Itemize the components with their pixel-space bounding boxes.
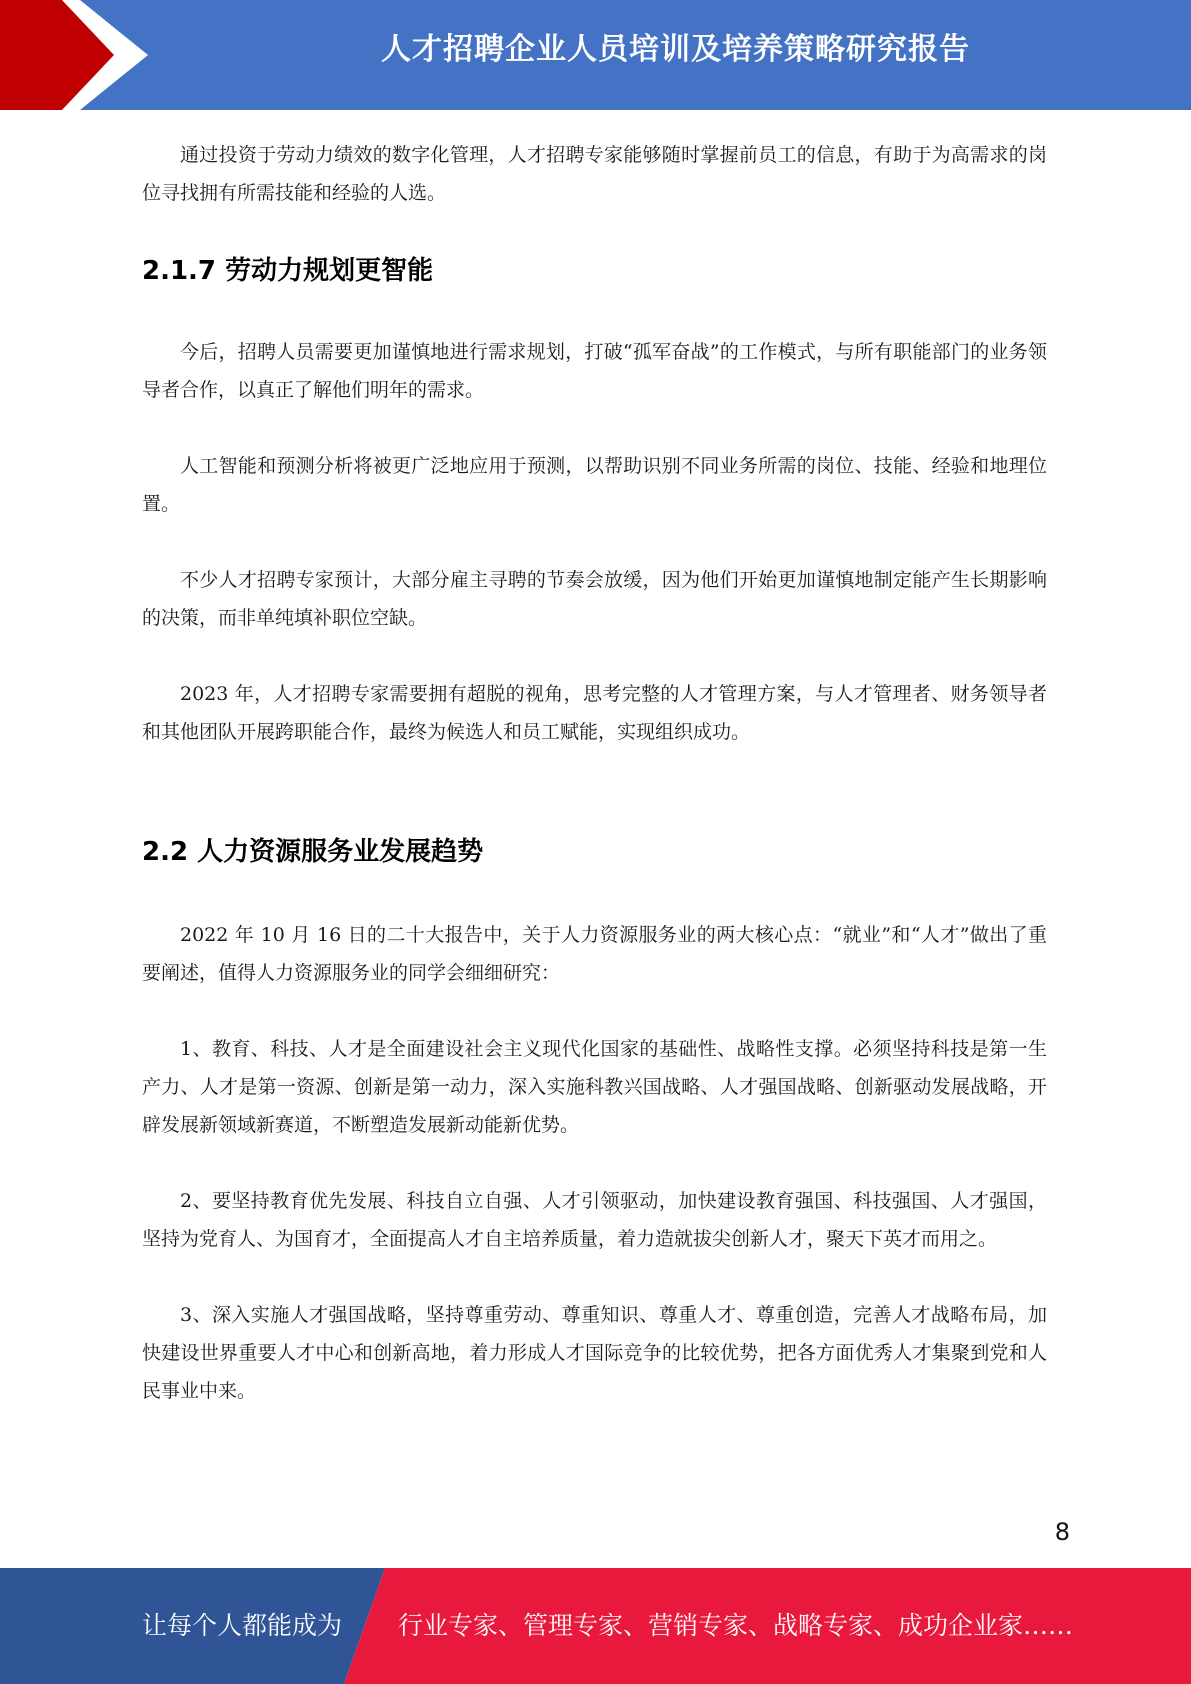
paragraph-planning-2: 人工智能和预测分析将被更广泛地应用于预测，以帮助识别不同业务所需的岗位、技能、经验和地理位置。 xyxy=(142,455,1047,515)
report-title: 人才招聘企业人员培训及培养策略研究报告 xyxy=(381,32,970,67)
footer-slogan-left: 让每个人都能成为 xyxy=(142,1611,343,1640)
section-heading-2-1-7: 2.1.7 劳动力规划更智能 xyxy=(142,256,434,286)
paragraph-intro: 通过投资于劳动力绩效的数字化管理，人才招聘专家能够随时掌握前员工的信息，有助于为高需求的岗位寻找拥有所需技能和经验的人选。 xyxy=(142,144,1047,204)
section-heading-2-2: 2.2 人力资源服务业发展趋势 xyxy=(142,837,484,867)
paragraph-planning-3: 不少人才招聘专家预计，大部分雇主寻聘的节奏会放缓，因为他们开始更加谨慎地制定能产生长期影响的决策，而非单纯填补职位空缺。 xyxy=(142,569,1047,629)
paragraph-planning-1: 今后，招聘人员需要更加谨慎地进行需求规划，打破“孤军奋战”的工作模式，与所有职能部门的业务领导者合作，以真正了解他们明年的需求。 xyxy=(142,341,1047,401)
paragraph-trends-2: 1、教育、科技、人才是全面建设社会主义现代化国家的基础性、战略性支撑。必须坚持科技是第一生产力、人才是第一资源、创新是第一动力，深入实施科教兴国战略、人才强国战略、创新驱动发展战略，开辟发展新领域新赛道，不断塑造发展新动能新优势。 xyxy=(142,1038,1047,1136)
paragraph-trends-4: 3、深入实施人才强国战略，坚持尊重劳动、尊重知识、尊重人才、尊重创造，完善人才战略布局，加快建设世界重要人才中心和创新高地，着力形成人才国际竞争的比较优势，把各方面优秀人才集聚到党和人民事业中来。 xyxy=(142,1304,1047,1402)
paragraph-trends-1: 2022 年 10 月 16 日的二十大报告中，关于人力资源服务业的两大核心点：“就业”和“人才”做出了重要阐述，值得人力资源服务业的同学会细细研究： xyxy=(142,924,1047,984)
header-banner xyxy=(0,0,1191,110)
footer-banner xyxy=(0,1568,1191,1684)
paragraph-planning-4: 2023 年，人才招聘专家需要拥有超脱的视角，思考完整的人才管理方案，与人才管理者、财务领导者和其他团队开展跨职能合作，最终为候选人和员工赋能，实现组织成功。 xyxy=(142,683,1047,743)
header-arrow-decoration xyxy=(0,0,160,110)
page-content xyxy=(142,130,1047,1410)
paragraph-trends-3: 2、要坚持教育优先发展、科技自立自强、人才引领驱动，加快建设教育强国、科技强国、人才强国，坚持为党育人、为国育才，全面提高人才自主培养质量，着力造就拔尖创新人才，聚天下英才而用之。 xyxy=(142,1190,1047,1250)
page-number: 8 xyxy=(1054,1518,1070,1546)
footer-slogan-right: 行业专家、管理专家、营销专家、战略专家、成功企业家…… xyxy=(398,1611,1074,1640)
